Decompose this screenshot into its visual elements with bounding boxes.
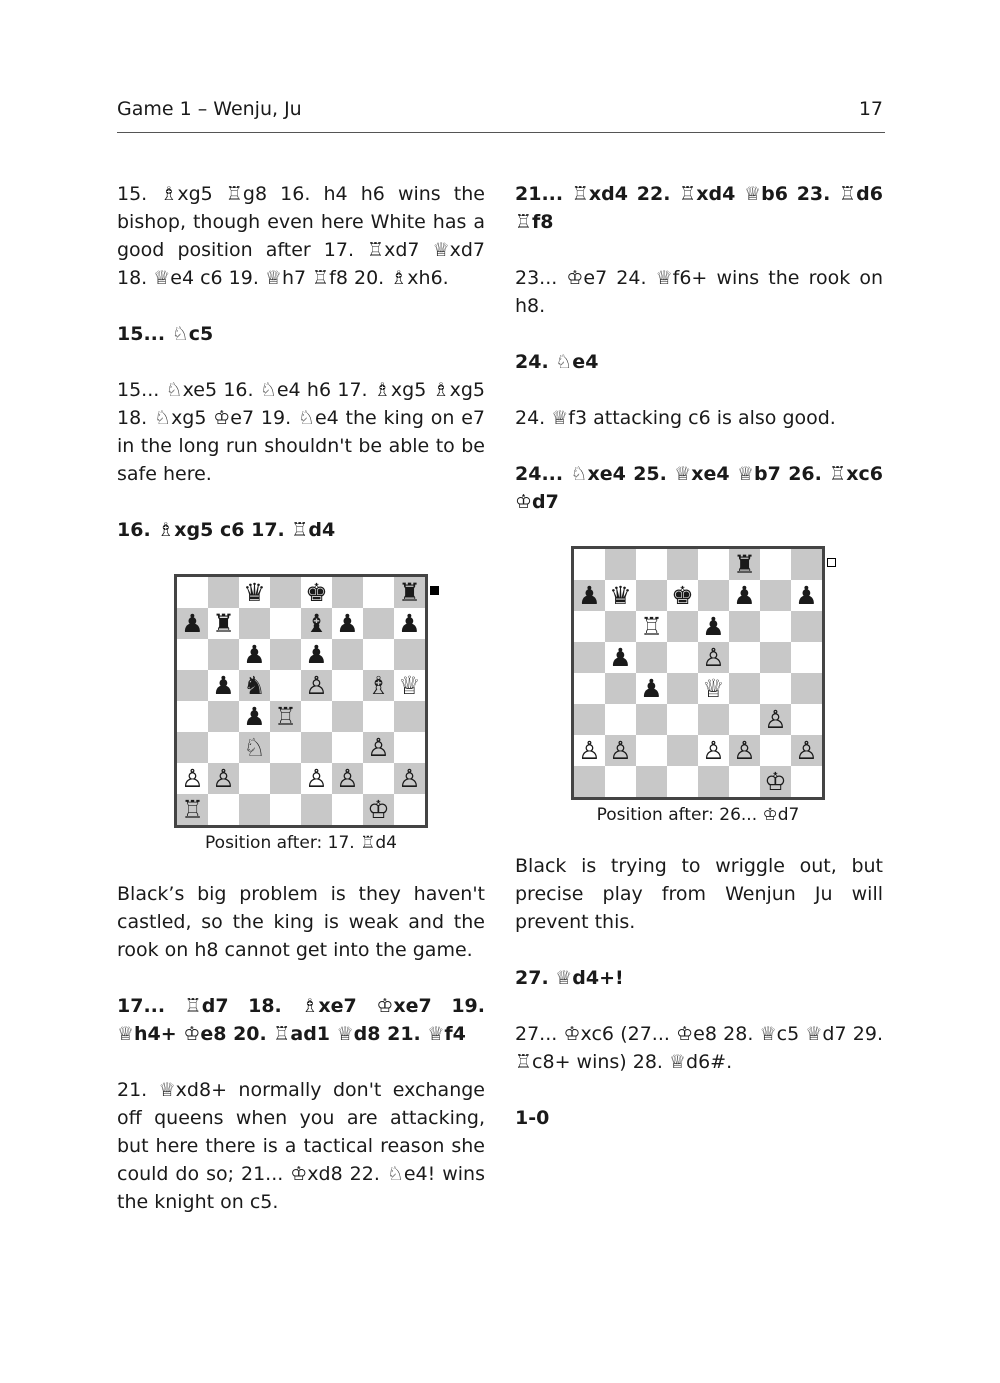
square-a5: [574, 642, 605, 673]
square-d3: [270, 732, 301, 763]
square-d7: [667, 580, 698, 611]
square-g8: [363, 577, 394, 608]
square-h3: [791, 704, 822, 735]
square-c1: [239, 794, 270, 825]
black-pawn-icon: ♟: [181, 609, 204, 638]
square-f7: [729, 580, 760, 611]
white-rook-icon: ♖: [640, 612, 663, 641]
black-knight-icon: ♞: [243, 671, 266, 700]
square-d5: [270, 670, 301, 701]
square-d1: [667, 766, 698, 797]
diagram-caption: Position after: 26... ♔d7: [596, 805, 800, 825]
square-d4: [270, 701, 301, 732]
white-pawn-icon: ♙: [212, 764, 235, 793]
square-e5: [301, 670, 332, 701]
square-f2: [332, 763, 363, 794]
square-a4: [574, 673, 605, 704]
square-a1: [177, 794, 208, 825]
left-column: [117, 180, 485, 1216]
black-pawn-icon: ♟: [609, 643, 632, 672]
square-b6: [208, 639, 239, 670]
square-b5: [605, 642, 636, 673]
square-a6: [574, 611, 605, 642]
white-rook-icon: ♖: [181, 795, 204, 824]
square-f6: [332, 639, 363, 670]
square-b2: [208, 763, 239, 794]
square-h1: [791, 766, 822, 797]
black-rook-icon: ♜: [398, 578, 421, 607]
square-g1: [363, 794, 394, 825]
chessboard: [174, 574, 428, 828]
square-g8: [760, 549, 791, 580]
square-f3: [332, 732, 363, 763]
square-c6: [239, 639, 270, 670]
square-g3: [760, 704, 791, 735]
white-pawn-icon: ♙: [305, 671, 328, 700]
square-h6: [791, 611, 822, 642]
square-g4: [760, 673, 791, 704]
black-pawn-icon: ♟: [578, 581, 601, 610]
square-e3: [698, 704, 729, 735]
move-line: 24... ♘xe4 25. ♕xe4 ♕b7 26. ♖xc6 ♔d7: [515, 463, 883, 513]
annotation-paragraph: 27... ♔xc6 (27... ♔e8 28. ♕c5 ♕d7 29. ♖c8+ wins) 28. ♕d6#.: [515, 1023, 883, 1073]
white-pawn-icon: ♙: [795, 736, 818, 765]
square-h7: [791, 580, 822, 611]
chess-diagram-2: [571, 546, 825, 826]
square-f8: [729, 549, 760, 580]
square-h1: [394, 794, 425, 825]
square-a2: [177, 763, 208, 794]
square-e2: [698, 735, 729, 766]
square-h2: [394, 763, 425, 794]
square-c4: [636, 673, 667, 704]
annotation-paragraph: 24. ♕f3 attacking c6 is also good.: [515, 407, 836, 429]
square-a5: [177, 670, 208, 701]
square-d2: [667, 735, 698, 766]
square-h2: [791, 735, 822, 766]
black-to-move-indicator: [430, 586, 439, 595]
square-b8: [605, 549, 636, 580]
move-line: 16. ♗xg5 c6 17. ♖d4: [117, 519, 336, 541]
running-header: [117, 98, 885, 133]
white-pawn-icon: ♙: [702, 643, 725, 672]
square-e6: [698, 611, 729, 642]
square-a7: [574, 580, 605, 611]
square-h3: [394, 732, 425, 763]
square-c7: [636, 580, 667, 611]
square-a8: [574, 549, 605, 580]
black-pawn-icon: ♟: [795, 581, 818, 610]
square-g2: [363, 763, 394, 794]
square-e1: [301, 794, 332, 825]
square-f5: [332, 670, 363, 701]
square-d8: [270, 577, 301, 608]
square-g2: [760, 735, 791, 766]
white-pawn-icon: ♙: [578, 736, 601, 765]
move-line: 15... ♘c5: [117, 323, 214, 345]
square-c2: [636, 735, 667, 766]
square-c6: [636, 611, 667, 642]
square-f7: [332, 608, 363, 639]
white-rook-icon: ♖: [274, 702, 297, 731]
black-pawn-icon: ♟: [398, 609, 421, 638]
square-e3: [301, 732, 332, 763]
white-king-icon: ♔: [764, 767, 787, 796]
square-b7: [208, 608, 239, 639]
black-pawn-icon: ♟: [702, 612, 725, 641]
move-line: 17... ♖d7 18. ♗xe7 ♔xe7 19. ♕h4+ ♔e8 20. ♖ad1 ♕d8 21. ♕f4: [117, 995, 485, 1045]
square-c7: [239, 608, 270, 639]
square-a6: [177, 639, 208, 670]
white-pawn-icon: ♙: [733, 736, 756, 765]
square-c3: [636, 704, 667, 735]
square-h8: [791, 549, 822, 580]
square-g6: [760, 611, 791, 642]
square-g5: [760, 642, 791, 673]
annotation-paragraph: 23... ♔e7 24. ♕f6+ wins the rook on h8.: [515, 267, 883, 317]
square-f2: [729, 735, 760, 766]
square-a1: [574, 766, 605, 797]
square-g5: [363, 670, 394, 701]
square-f3: [729, 704, 760, 735]
square-b8: [208, 577, 239, 608]
square-h8: [394, 577, 425, 608]
white-knight-icon: ♘: [243, 733, 266, 762]
square-h6: [394, 639, 425, 670]
annotation-paragraph: Black’s big problem is they haven't castled, so the king is weak and the rook on h8 cannot get into the game.: [117, 883, 485, 961]
square-b7: [605, 580, 636, 611]
square-b5: [208, 670, 239, 701]
square-d6: [270, 639, 301, 670]
square-e7: [698, 580, 729, 611]
square-a3: [177, 732, 208, 763]
square-d8: [667, 549, 698, 580]
black-pawn-icon: ♟: [305, 640, 328, 669]
square-h5: [394, 670, 425, 701]
square-a2: [574, 735, 605, 766]
square-b3: [605, 704, 636, 735]
white-queen-icon: ♕: [702, 674, 725, 703]
square-e8: [698, 549, 729, 580]
square-e6: [301, 639, 332, 670]
annotation-paragraph: 15... ♘xe5 16. ♘e4 h6 17. ♗xg5 ♗xg5 18. ♘xg5 ♔e7 19. ♘e4 the king on e7 in the long run shouldn't be able to be safe here.: [117, 379, 485, 485]
white-pawn-icon: ♙: [764, 705, 787, 734]
square-e5: [698, 642, 729, 673]
square-b1: [605, 766, 636, 797]
right-column: [515, 180, 883, 1132]
square-d7: [270, 608, 301, 639]
annotation-paragraph: 21. ♕xd8+ normally don't exchange off queens when you are attacking, but here there is a tactical reason she could do so; 21... ♔xd8 22. ♘e4! wins the knight on c5.: [117, 1079, 485, 1213]
square-b2: [605, 735, 636, 766]
white-to-move-indicator: [827, 558, 836, 567]
square-f5: [729, 642, 760, 673]
page-number: 17: [858, 98, 883, 120]
square-g7: [363, 608, 394, 639]
white-queen-icon: ♕: [398, 671, 421, 700]
square-c5: [636, 642, 667, 673]
move-line: 27. ♕d4+!: [515, 967, 624, 989]
black-king-icon: ♚: [671, 581, 694, 610]
square-e4: [698, 673, 729, 704]
square-c8: [239, 577, 270, 608]
square-f1: [729, 766, 760, 797]
square-c1: [636, 766, 667, 797]
white-pawn-icon: ♙: [336, 764, 359, 793]
square-a3: [574, 704, 605, 735]
header-title: Game 1 – Wenju, Ju: [117, 98, 302, 120]
black-pawn-icon: ♟: [640, 674, 663, 703]
move-line: 21... ♖xd4 22. ♖xd4 ♕b6 23. ♖d6 ♖f8: [515, 183, 883, 233]
square-e7: [301, 608, 332, 639]
square-b1: [208, 794, 239, 825]
annotation-paragraph: 15. ♗xg5 ♖g8 16. h4 h6 wins the bishop, though even here White has a good position after 17. ♖xd7 ♕xd7 18. ♕e4 c6 19. ♕h7 ♖f8 20. ♗xh6.: [117, 183, 485, 289]
square-e8: [301, 577, 332, 608]
black-queen-icon: ♛: [243, 578, 266, 607]
square-b4: [208, 701, 239, 732]
square-f4: [729, 673, 760, 704]
white-pawn-icon: ♙: [367, 733, 390, 762]
square-b4: [605, 673, 636, 704]
chess-diagram-1: [174, 574, 428, 854]
black-pawn-icon: ♟: [243, 640, 266, 669]
annotation-paragraph: Black is trying to wriggle out, but precise play from Wenjun Ju will prevent this.: [515, 855, 883, 933]
square-g3: [363, 732, 394, 763]
black-pawn-icon: ♟: [212, 671, 235, 700]
square-b3: [208, 732, 239, 763]
white-pawn-icon: ♙: [702, 736, 725, 765]
square-g1: [760, 766, 791, 797]
square-a4: [177, 701, 208, 732]
square-c3: [239, 732, 270, 763]
black-rook-icon: ♜: [733, 550, 756, 579]
square-b6: [605, 611, 636, 642]
black-pawn-icon: ♟: [336, 609, 359, 638]
square-a7: [177, 608, 208, 639]
square-c5: [239, 670, 270, 701]
game-result: 1-0: [515, 1107, 550, 1129]
black-queen-icon: ♛: [609, 581, 632, 610]
move-line: 24. ♘e4: [515, 351, 599, 373]
square-c4: [239, 701, 270, 732]
square-c8: [636, 549, 667, 580]
square-a8: [177, 577, 208, 608]
white-pawn-icon: ♙: [398, 764, 421, 793]
square-g7: [760, 580, 791, 611]
black-king-icon: ♚: [305, 578, 328, 607]
square-d6: [667, 611, 698, 642]
square-h4: [791, 673, 822, 704]
square-d2: [270, 763, 301, 794]
square-d5: [667, 642, 698, 673]
square-f4: [332, 701, 363, 732]
square-d4: [667, 673, 698, 704]
chessboard: [571, 546, 825, 800]
square-h5: [791, 642, 822, 673]
square-g6: [363, 639, 394, 670]
white-pawn-icon: ♙: [609, 736, 632, 765]
white-pawn-icon: ♙: [181, 764, 204, 793]
square-d3: [667, 704, 698, 735]
square-e4: [301, 701, 332, 732]
diagram-caption: Position after: 17. ♖d4: [205, 833, 397, 853]
white-king-icon: ♔: [367, 795, 390, 824]
square-e1: [698, 766, 729, 797]
white-pawn-icon: ♙: [305, 764, 328, 793]
square-f8: [332, 577, 363, 608]
square-c2: [239, 763, 270, 794]
square-f1: [332, 794, 363, 825]
black-rook-icon: ♜: [212, 609, 235, 638]
black-bishop-icon: ♝: [305, 609, 328, 638]
square-f6: [729, 611, 760, 642]
square-e2: [301, 763, 332, 794]
square-d1: [270, 794, 301, 825]
square-h7: [394, 608, 425, 639]
white-bishop-icon: ♗: [367, 671, 390, 700]
square-g4: [363, 701, 394, 732]
black-pawn-icon: ♟: [243, 702, 266, 731]
square-h4: [394, 701, 425, 732]
black-pawn-icon: ♟: [733, 581, 756, 610]
